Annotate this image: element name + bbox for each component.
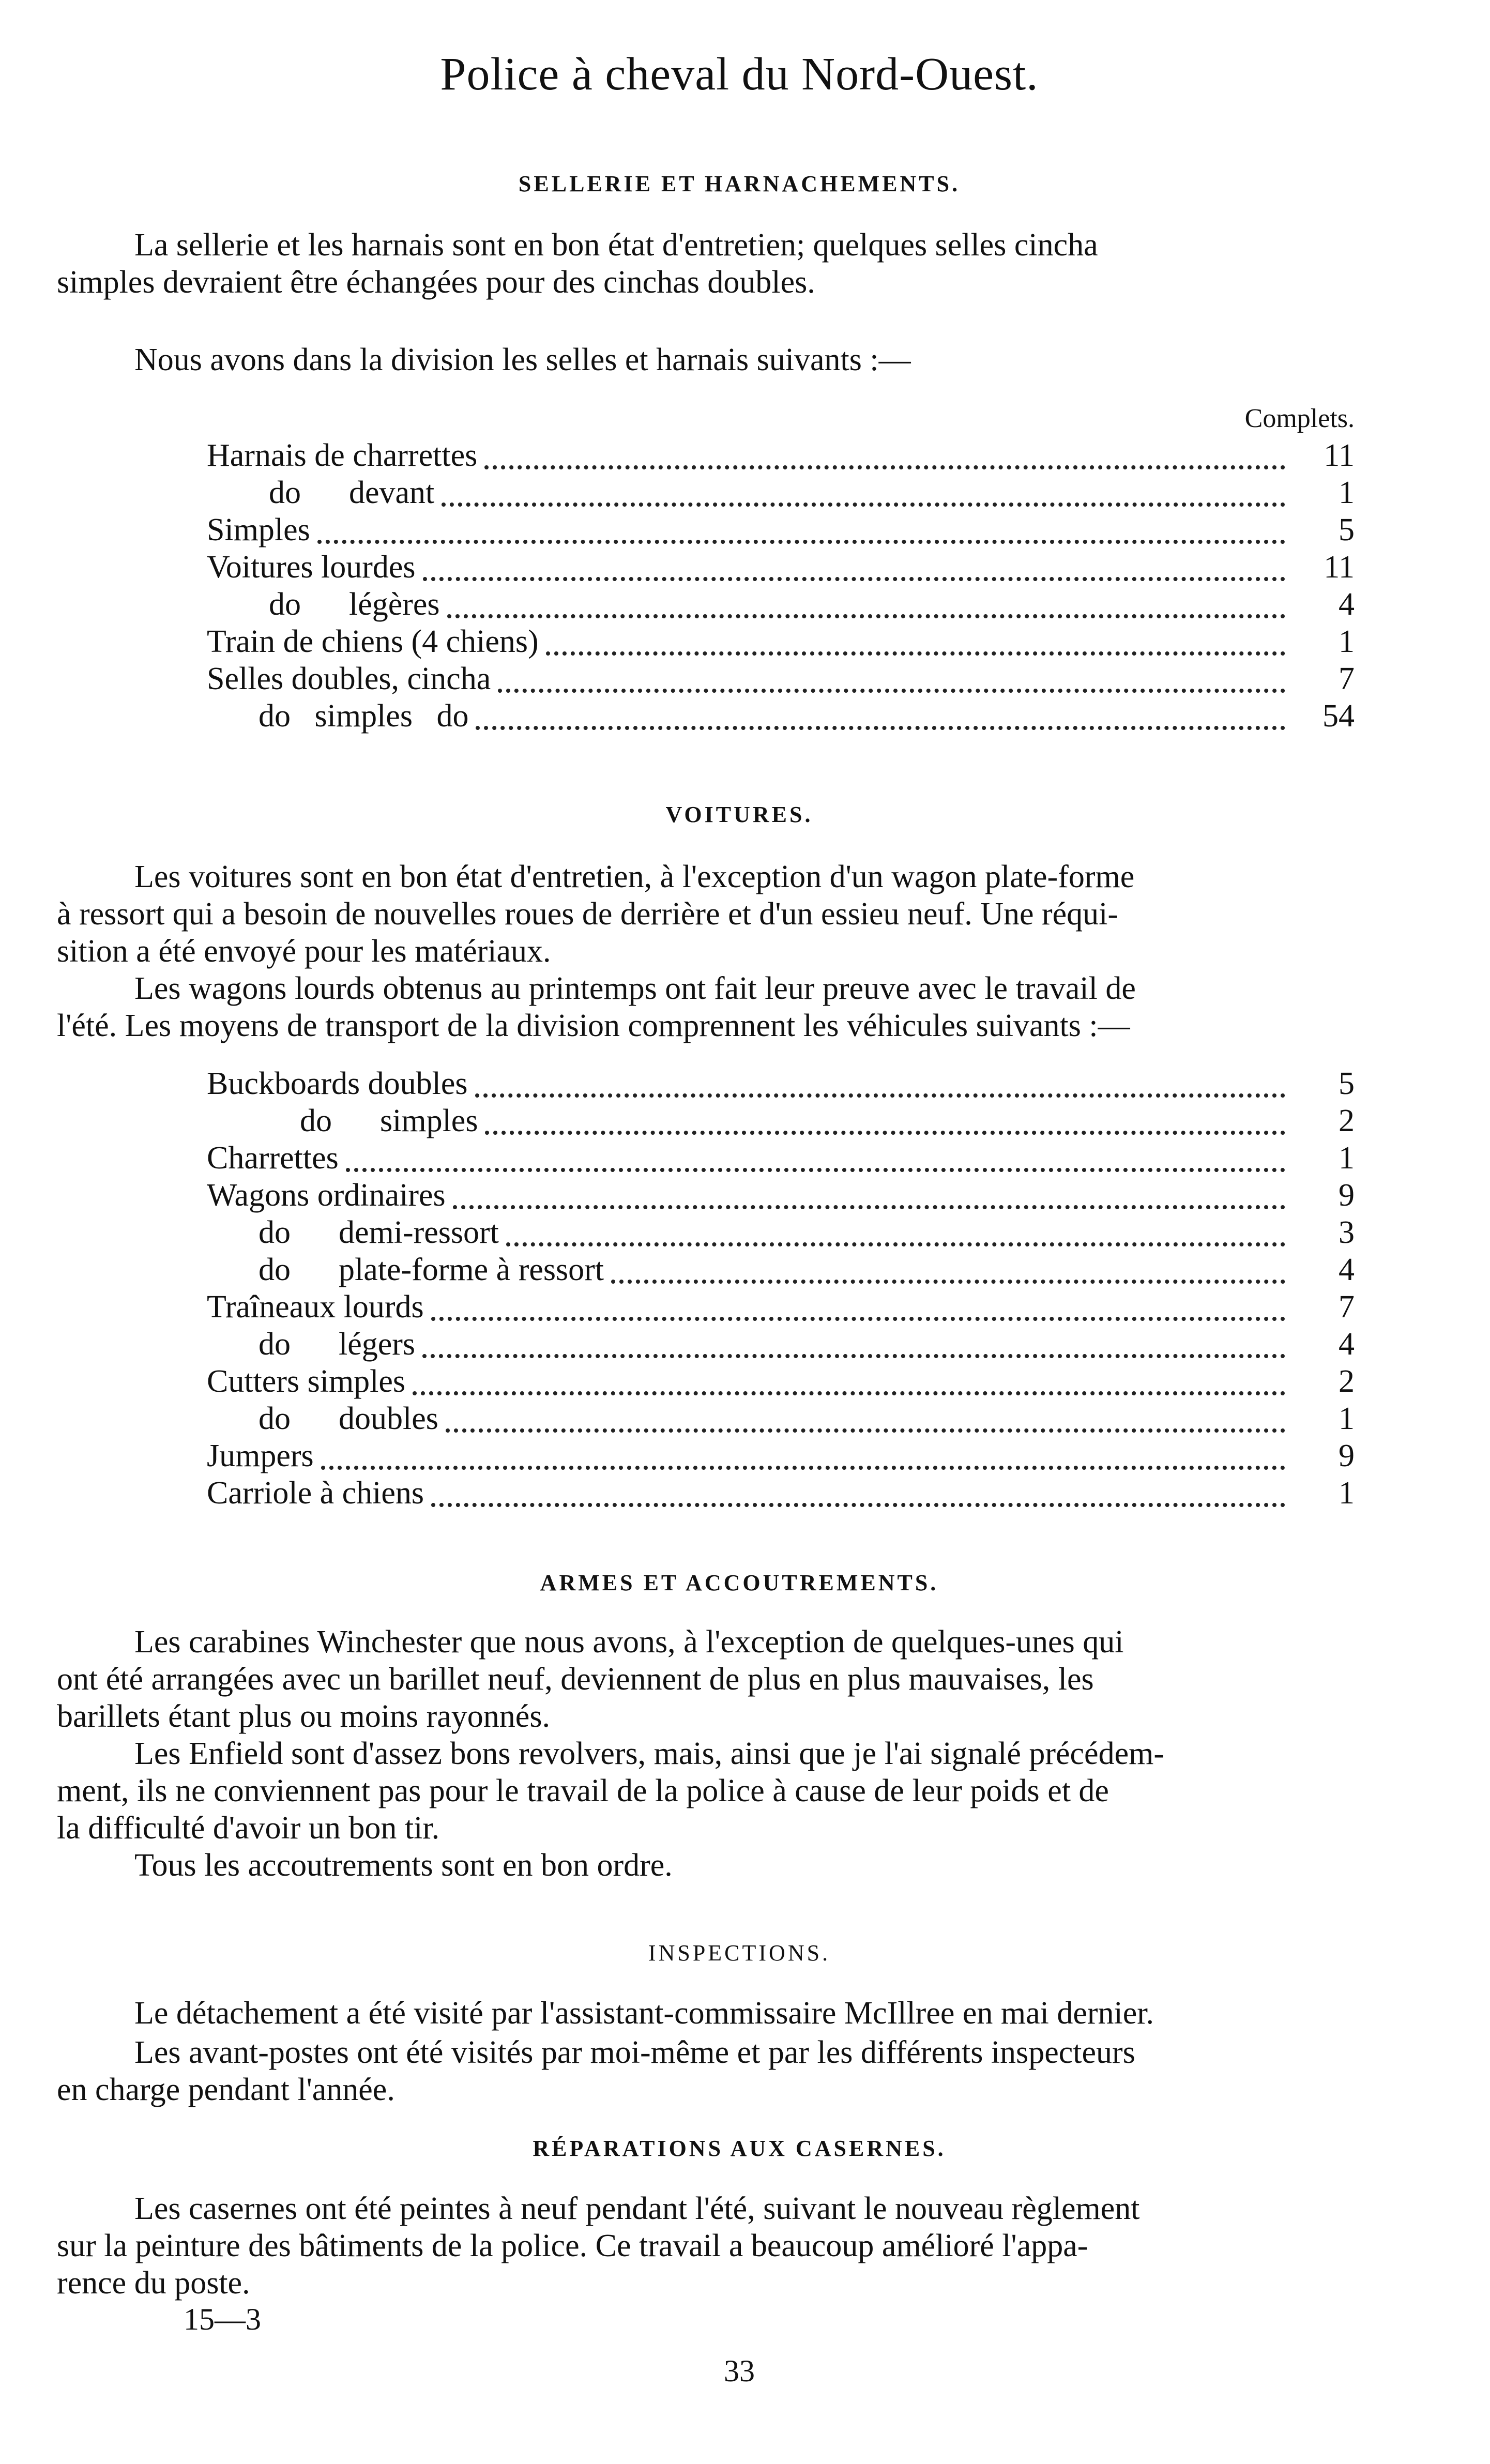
table-row [207,586,1355,623]
armes-paragraph-3 [57,1847,1422,1884]
page-title: Police à cheval du Nord-Ouest. [440,49,1039,100]
text-line: rence du poste. [57,2265,250,2301]
table-row [207,1326,1355,1363]
text-line: Tous les accoutrements sont en bon ordre. [134,1848,673,1883]
section-heading-inspections: INSPECTIONS. [648,1940,831,1966]
section-heading-armes: ARMES ET ACCOUTREMENTS. [540,1570,939,1595]
dot-leader [442,495,1285,507]
row-label: Carriole à chiens [207,1476,424,1511]
text-line: Les wagons lourds obtenus au printemps ont fait leur preuve avec le travail de [134,971,1136,1006]
section-heading-reparations: RÉPARATIONS AUX CASERNES. [533,2136,946,2161]
row-label: do simples do [259,698,469,734]
table-row [207,1363,1355,1400]
text-line: sition a été envoyé pour les matériaux. [57,934,551,969]
section-heading-sellerie: SELLERIE ET HARNACHEMENTS. [518,171,961,196]
dot-leader [431,1310,1285,1321]
row-value: 1 [1339,1140,1355,1176]
row-value: 3 [1339,1215,1355,1250]
voitures-inventory-table [207,1065,1355,1512]
dot-leader [485,1123,1285,1135]
row-value: 2 [1339,1364,1355,1399]
table-row [207,1400,1355,1437]
armes-paragraph-1 [57,1623,1422,1735]
table-row [207,1177,1355,1214]
table-row [207,1102,1355,1139]
inspections-paragraph-2 [57,2034,1422,2108]
row-label: do plate-forme à ressort [259,1252,604,1287]
row-value: 5 [1339,512,1355,547]
armes-paragraph-2 [57,1735,1422,1847]
row-label: Wagons ordinaires [207,1178,446,1213]
row-label: do devant [269,475,435,510]
table-row [207,1214,1355,1251]
sellerie-paragraph-2 [57,341,1422,378]
column-header-complets: Complets. [1244,404,1355,433]
voitures-paragraph-2 [57,970,1422,1044]
row-value: 2 [1339,1103,1355,1138]
text-line: l'été. Les moyens de transport de la division comprennent les véhicules suivants :— [57,1008,1130,1043]
table-row [207,1065,1355,1102]
table-row [207,1437,1355,1474]
dot-leader [431,1496,1285,1507]
sellerie-inventory-table [207,403,1355,735]
table-row [207,437,1355,474]
text-line: sur la peinture des bâtiments de la police. Ce travail a beaucoup amélioré l'appa- [57,2228,1088,2263]
table-row [207,1474,1355,1512]
row-label: Cutters simples [207,1364,406,1399]
row-value: 11 [1324,438,1355,473]
row-value: 7 [1339,1289,1355,1325]
text-line: La sellerie et les harnais sont en bon état d'entretien; quelques selles cincha [134,227,1098,263]
dot-leader [446,1421,1285,1433]
dot-leader [422,1347,1285,1358]
dot-leader [506,1235,1285,1246]
table-row [207,1288,1355,1326]
dot-leader [423,570,1285,581]
row-label: Jumpers [207,1438,314,1473]
text-line: ment, ils ne conviennent pas pour le travail de la police à cause de leur poids et de [57,1773,1109,1808]
dot-leader [611,1272,1285,1284]
dot-leader [413,1384,1285,1395]
row-label: do légers [259,1327,416,1362]
table-row [207,1251,1355,1288]
row-label: Traîneaux lourds [207,1289,424,1325]
dot-leader [453,1198,1285,1209]
row-value: 4 [1339,1327,1355,1362]
text-line: Les Enfield sont d'assez bons revolvers, mais, ainsi que je l'ai signalé précédem- [134,1736,1164,1771]
inspections-paragraph-1 [57,1995,1422,2032]
text-line: à ressort qui a besoin de nouvelles roues de derrière et d'un essieu neuf. Une réqui- [57,896,1119,932]
row-label: do légères [269,587,440,622]
text-line: Les casernes ont été peintes à neuf pendant l'été, suivant le nouveau règlement [134,2191,1140,2226]
dot-leader [475,1086,1285,1098]
folio-mark: 15—3 [184,2302,261,2336]
row-label: do doubles [259,1401,438,1436]
row-label: do simples [300,1103,478,1138]
row-value: 1 [1339,475,1355,510]
text-line: simples devraient être échangées pour des cinchas doubles. [57,265,815,300]
text-line: la difficulté d'avoir un bon tir. [57,1811,440,1846]
text-line: barillets étant plus ou moins rayonnés. [57,1699,550,1734]
text-line: en charge pendant l'année. [57,2072,395,2107]
row-value: 54 [1322,698,1355,734]
row-label: do demi-ressort [259,1215,499,1250]
document-page [57,0,1422,2464]
dot-leader [346,1161,1285,1172]
row-value: 9 [1339,1178,1355,1213]
page-number: 33 [724,2354,755,2388]
table-row [207,697,1355,735]
section-heading-voitures: VOITURES. [665,802,813,827]
voitures-paragraph-1 [57,858,1422,970]
table-row [207,474,1355,511]
text-line: Les voitures sont en bon état d'entretien, à l'exception d'un wagon plate-forme [134,859,1135,894]
row-label: Voitures lourdes [207,550,416,585]
row-label: Charrettes [207,1140,339,1176]
row-value: 4 [1339,1252,1355,1287]
row-value: 9 [1339,1438,1355,1473]
table-row [207,511,1355,549]
reparations-paragraph-1 [57,2190,1422,2302]
dot-leader [484,458,1285,469]
row-value: 1 [1339,1476,1355,1511]
table-row [207,660,1355,697]
dot-leader [476,719,1285,730]
row-label: Train de chiens (4 chiens) [207,624,539,659]
row-value: 7 [1339,661,1355,696]
row-value: 11 [1324,550,1355,585]
sellerie-paragraph-1 [57,226,1422,301]
dot-leader [321,1458,1285,1470]
text-line: Le détachement a été visité par l'assistant-commissaire McIllree en mai dernier. [134,1996,1154,2031]
dot-leader [317,533,1285,544]
row-value: 1 [1339,1401,1355,1436]
table-row [207,623,1355,660]
table-row [207,549,1355,586]
row-value: 5 [1339,1066,1355,1101]
dot-leader [498,681,1285,693]
dot-leader [546,644,1285,656]
row-label: Buckboards doubles [207,1066,468,1101]
text-line: ont été arrangées avec un barillet neuf, deviennent de plus en plus mauvaises, les [57,1662,1094,1697]
text-line: Les carabines Winchester que nous avons, à l'exception de quelques-unes qui [134,1624,1124,1660]
table-row [207,1139,1355,1177]
row-label: Harnais de charrettes [207,438,478,473]
row-label: Selles doubles, cincha [207,661,491,696]
text-line: Nous avons dans la division les selles et harnais suivants :— [134,342,911,377]
text-line: Les avant-postes ont été visités par moi-même et par les différents inspecteurs [134,2035,1135,2070]
row-value: 4 [1339,587,1355,622]
dot-leader [447,607,1285,618]
row-label: Simples [207,512,310,547]
row-value: 1 [1339,624,1355,659]
